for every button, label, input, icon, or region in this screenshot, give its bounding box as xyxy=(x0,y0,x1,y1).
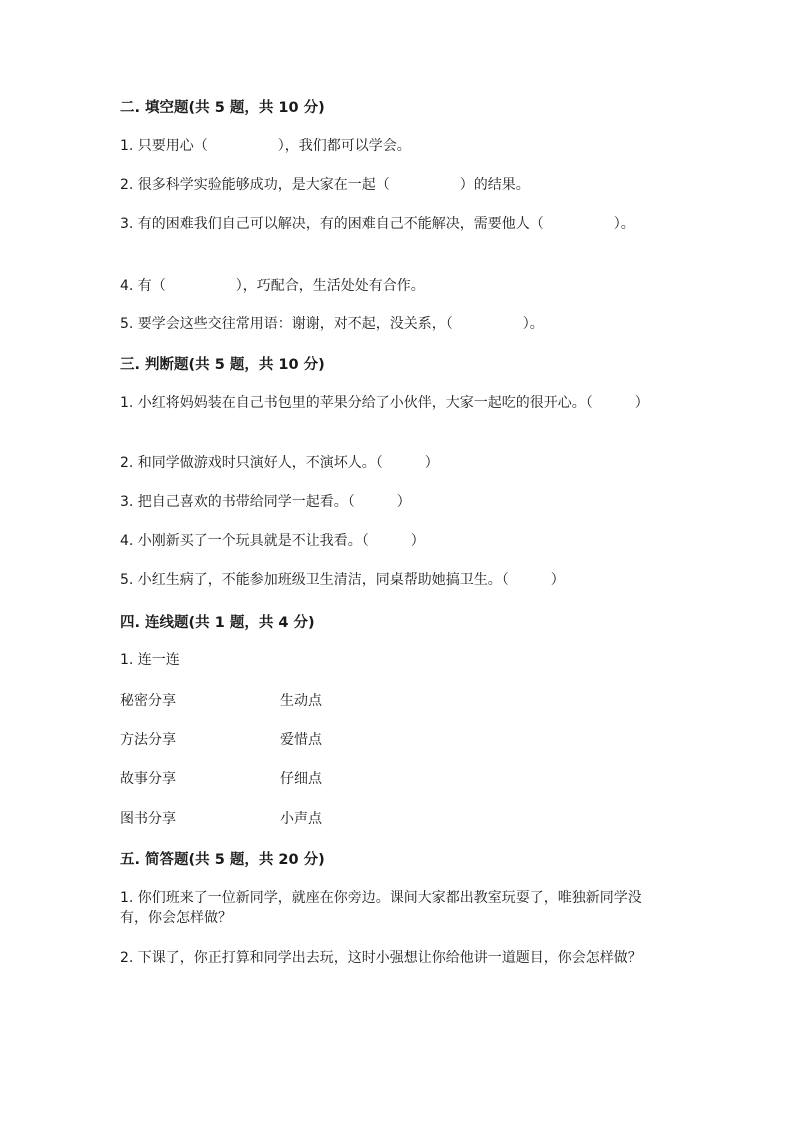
question-fill-1: 1. 只要用心（ ），我们都可以学会。 xyxy=(120,138,411,154)
question-judge-1: 1. 小红将妈妈装在自己书包里的苹果分给了小伙伴，大家一起吃的很开心。（ ） xyxy=(120,395,649,411)
section-title-short: 五. 简答题(共 5 题，共 20 分) xyxy=(120,852,325,868)
match-right-item: 小声点 xyxy=(280,811,322,827)
question-judge-3: 3. 把自己喜欢的书带给同学一起看。（ ） xyxy=(120,494,411,510)
question-judge-5: 5. 小红生病了，不能参加班级卫生清洁，同桌帮助她搞卫生。（ ） xyxy=(120,572,565,588)
question-match-1: 1. 连一连 xyxy=(120,652,180,668)
section-title-fill: 二. 填空题(共 5 题，共 10 分) xyxy=(120,100,325,116)
question-fill-4: 4. 有（ ），巧配合，生活处处有合作。 xyxy=(120,278,425,294)
match-right-item: 生动点 xyxy=(280,693,322,709)
match-left-item: 方法分享 xyxy=(120,732,176,748)
section-title-judge: 三. 判断题(共 5 题，共 10 分) xyxy=(120,357,325,373)
match-left-item: 图书分享 xyxy=(120,811,176,827)
match-right-item: 爱惜点 xyxy=(280,732,322,748)
question-short-1: 1. 你们班来了一位新同学，就座在你旁边。课间大家都出教室玩耍了，唯独新同学没有，你会怎样做？ xyxy=(120,890,642,926)
question-short-2: 2. 下课了，你正打算和同学出去玩，这时小强想让你给他讲一道题目，你会怎样做？ xyxy=(120,950,642,966)
question-fill-5: 5. 要学会这些交往常用语：谢谢，对不起，没关系，（ ）。 xyxy=(120,316,544,332)
question-fill-3: 3. 有的困难我们自己可以解决，有的困难自己不能解决，需要他人（ ）。 xyxy=(120,216,635,232)
question-fill-2: 2. 很多科学实验能够成功，是大家在一起（ ）的结果。 xyxy=(120,177,530,193)
match-left-item: 秘密分享 xyxy=(120,693,176,709)
match-left-item: 故事分享 xyxy=(120,771,176,787)
question-judge-2: 2. 和同学做游戏时只演好人，不演坏人。（ ） xyxy=(120,455,439,471)
question-judge-4: 4. 小刚新买了一个玩具就是不让我看。（ ） xyxy=(120,533,425,549)
match-right-item: 仔细点 xyxy=(280,771,322,787)
section-title-match: 四. 连线题(共 1 题，共 4 分) xyxy=(120,615,315,631)
